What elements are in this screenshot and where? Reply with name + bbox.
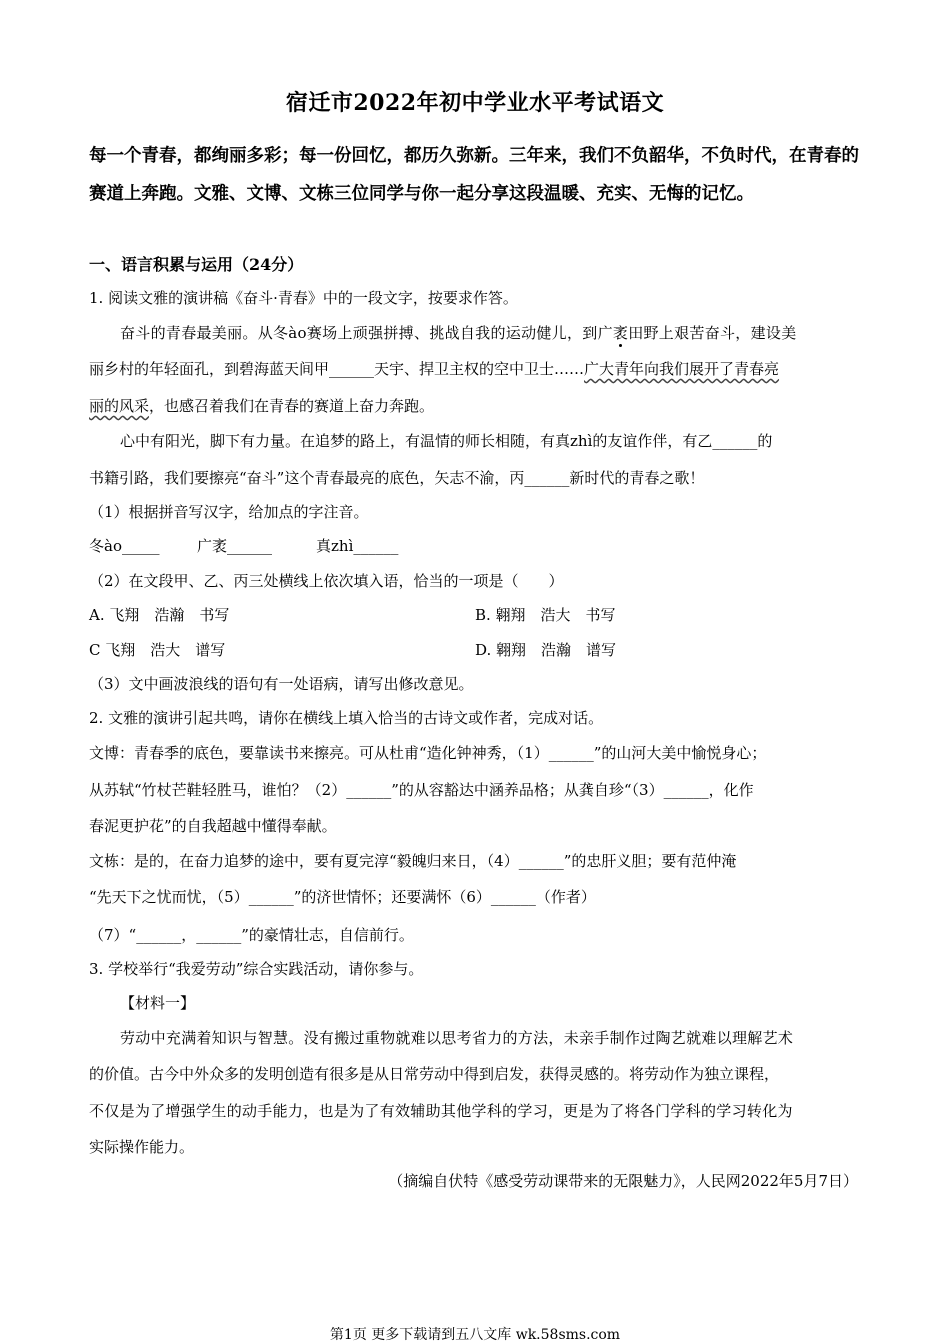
material-label: 【材料一】 (120, 994, 196, 1012)
q2-dialogue-line: 春泥更护花”的自我超越中懂得奉献。 (89, 817, 337, 835)
material-line: 不仅是为了增强学生的动手能力，也是为了有效辅助其他学科的学习，更是为了将各门学科的学习转化为 (89, 1102, 793, 1120)
q1-passage-line: 丽乡村的年轻面孔，到碧海蓝天间甲______天宇、捍卫主权的空中卫士……广大青年向我们展开了青春亮 (89, 360, 780, 378)
option-a: A. 飞翔 浩瀚 书写 (89, 606, 230, 624)
q1-sub-question-2: （2）在文段甲、乙、丙三处横线上依次填入语，恰当的一项是（ ） (89, 572, 564, 590)
material-line: 劳动中充满着知识与智慧。没有搬过重物就难以思考省力的方法，未亲手制作过陶艺就难以理解艺术 (120, 1029, 794, 1047)
material-line: 实际操作能力。 (89, 1138, 195, 1156)
q2-dialogue-line: 从苏轼“竹杖芒鞋轻胜马，谁怕？（2）______”的从容豁达中涵养品格；从龚自珍“（3）______，化作 (89, 781, 754, 799)
q1-passage-line: 心中有阳光，脚下有力量。在追梦的路上，有温情的师长相随，有真zhì的友谊作伴，有乙______的 (120, 432, 773, 450)
wavy-underlined-sentence: 丽的风采 (89, 397, 150, 415)
q2-dialogue-line: “先天下之忧而忧，（5）______”的济世情怀；还要满怀（6）______（作者） (89, 888, 596, 906)
page-footer: 第1页 更多下载请到五八文库 wk.58sms.com (329, 1327, 621, 1343)
blank-zhi: 真zhì______ (316, 537, 399, 555)
q1-sub-question-1: （1）根据拼音写汉字，给加点的字注音。 (89, 503, 369, 521)
option-c: C 飞翔 浩大 谱写 (89, 641, 226, 659)
material-source: （摘编自伏特《感受劳动课带来的无限魅力》，人民网2022年5月7日） (388, 1172, 858, 1190)
q2-dialogue-line: 文栋：是的，在奋力追梦的途中，要有夏完淳“毅魄归来日，（4）______”的忠肝义胆；要有范仲淹 (89, 852, 737, 870)
q1-sub-question-3: （3）文中画波浪线的语句有一处语病，请写出修改意见。 (89, 675, 474, 693)
intro-paragraph: 每一个青春，都绚丽多彩；每一份回忆，都历久弥新。三年来，我们不负韶华，不负时代，在青春的赛道上奔跑。文雅、文博、文栋三位同学与你一起分享这段温暖、充实、无悔的记忆。 (89, 146, 859, 204)
blank-ao: 冬ào_____ (89, 537, 160, 555)
option-d: D. 翱翔 浩瀚 谱写 (475, 641, 617, 659)
q2-dialogue-line: （7）“______，______”的豪情壮志，自信前行。 (89, 926, 414, 944)
section-heading-1: 一、语言积累与运用（24分） (89, 255, 304, 274)
dotted-character: 袤 (612, 324, 629, 342)
q2-stem: 2. 文雅的演讲引起共鸣，请你在横线上填入恰当的古诗文或作者，完成对话。 (89, 709, 604, 727)
q1-passage-line: 丽的风采，也感召着我们在青春的赛道上奋力奔跑。 (89, 397, 435, 415)
material-line: 的价值。古今中外众多的发明创造有很多是从日常劳动中得到启发，获得灵感的。将劳动作为独立课程， (89, 1065, 780, 1083)
option-b: B. 翱翔 浩大 书写 (475, 606, 616, 624)
q2-dialogue-line: 文博：青春季的底色，要靠读书来擦亮。可从杜甫“造化钟神秀，（1）______”的山河大美中愉悦身心； (89, 744, 767, 762)
blank-mao: 广袤______ (197, 537, 273, 555)
page-title: 宿迁市2022年初中学业水平考试语文 (285, 90, 665, 116)
q1-stem: 1. 阅读文雅的演讲稿《奋斗·青春》中的一段文字，按要求作答。 (89, 289, 518, 307)
wavy-underlined-sentence: 广大青年向我们展开了青春亮 (584, 360, 780, 378)
q3-stem: 3. 学校举行“我爱劳动”综合实践活动，请你参与。 (89, 960, 424, 978)
q1-passage-line: 奋斗的青春最美丽。从冬ào赛场上顽强拼搏、挑战自我的运动健儿，到广袤田野上艰苦奋斗，建设美 (120, 324, 797, 342)
q1-passage-line: 书籍引路，我们要擦亮“奋斗”这个青春最亮的底色，矢志不渝，丙______新时代的青春之歌！ (89, 469, 705, 487)
